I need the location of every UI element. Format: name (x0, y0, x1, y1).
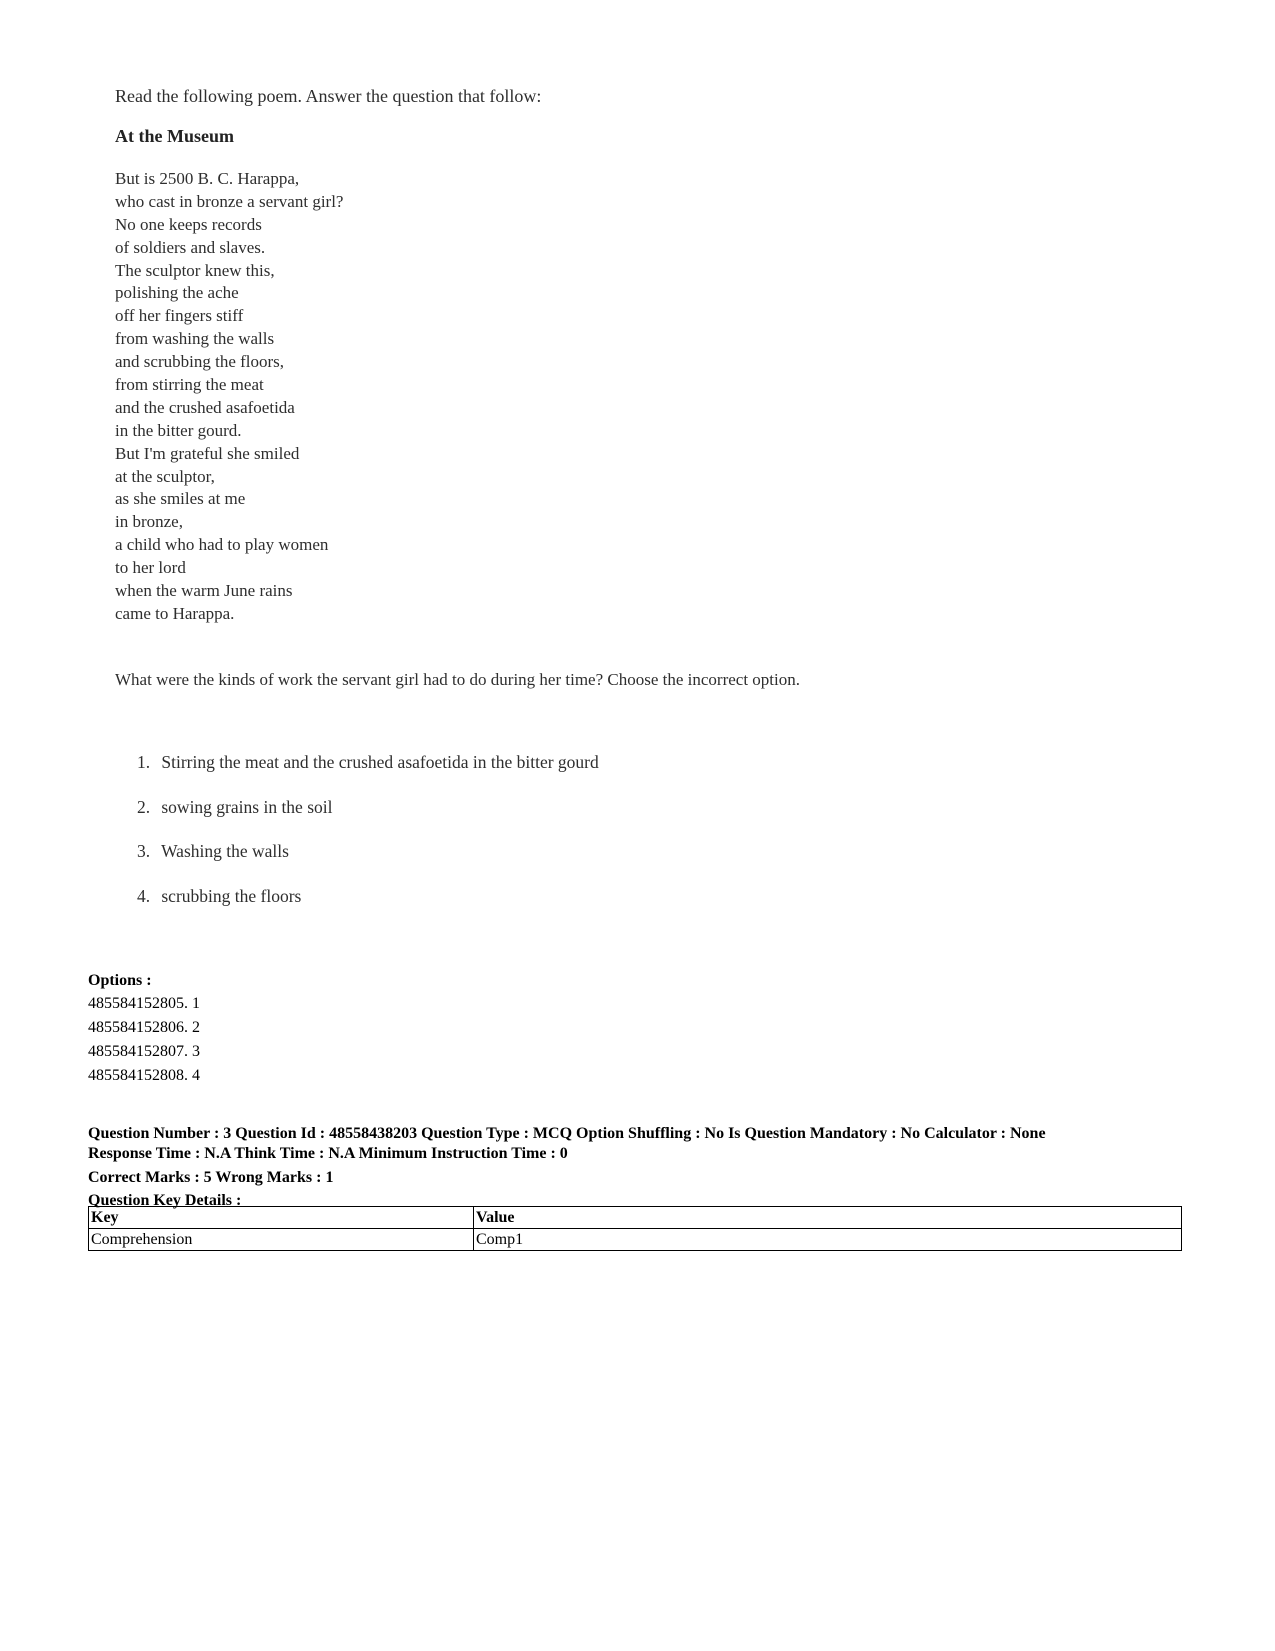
table-header-row (89, 1207, 1182, 1229)
option-item: 485584152807. 3 (88, 1043, 200, 1060)
choice-number: 1. (137, 752, 151, 772)
choice-item (137, 841, 599, 886)
table-header-cell: Key (89, 1207, 474, 1229)
choice-text: scrubbing the floors (161, 885, 302, 906)
poem-line: when the warm June rains (115, 581, 293, 601)
poem-line: off her fingers stiff (115, 306, 244, 326)
poem-line: of soldiers and slaves. (115, 237, 266, 257)
options-block (88, 970, 200, 1088)
choice-text: Stirring the meat and the crushed asafoetida in the bitter gourd (161, 752, 599, 772)
question-text: What were the kinds of work the servant girl had to do during her time? Choose the incorrect option. (115, 670, 801, 689)
poem-title: At the Museum (115, 126, 234, 146)
poem-line: to her lord (115, 558, 186, 578)
poem-line: from washing the walls (115, 329, 275, 349)
poem-line: in the bitter gourd. (115, 420, 242, 440)
instruction-text: Read the following poem. Answer the question that follow: (115, 86, 542, 106)
key-details-label: Question Key Details : (88, 1192, 242, 1209)
marks-line: Correct Marks : 5 Wrong Marks : 1 (88, 1169, 334, 1186)
key-details-table (88, 1206, 1182, 1251)
choice-text: sowing grains in the soil (161, 796, 333, 817)
poem-line: in bronze, (115, 512, 183, 532)
poem-line: But is 2500 B. C. Harappa, (115, 169, 300, 188)
poem-line: and the crushed asafoetida (115, 397, 295, 417)
choice-number: 2. (137, 796, 151, 817)
option-item: 485584152808. 4 (88, 1067, 200, 1084)
poem-line: The sculptor knew this, (115, 260, 275, 280)
poem-line: who cast in bronze a servant girl? (115, 191, 344, 211)
poem-line: a child who had to play women (115, 535, 329, 555)
question-metadata (88, 1124, 1188, 1211)
poem-body (115, 168, 343, 626)
timing-info-line: Response Time : N.A Think Time : N.A Minimum Instruction Time : 0 (88, 1145, 568, 1162)
table-header-cell: Value (474, 1207, 1182, 1229)
poem-line: and scrubbing the floors, (115, 352, 285, 372)
options-label: Options : (88, 972, 152, 989)
poem-line: as she smiles at me (115, 489, 246, 509)
table-row (89, 1229, 1182, 1251)
choice-item (137, 797, 599, 842)
choice-item (137, 886, 599, 931)
choice-number: 4. (137, 885, 151, 906)
option-item: 485584152806. 2 (88, 1019, 200, 1036)
choice-number: 3. (137, 841, 151, 861)
choice-item (137, 752, 599, 797)
poem-line: But I'm grateful she smiled (115, 443, 300, 463)
poem-line: polishing the ache (115, 283, 239, 303)
question-info-line: Question Number : 3 Question Id : 48558438203 Question Type : MCQ Option Shuffling : No Is Question Mandatory : No Calculator : None (88, 1125, 1046, 1142)
poem-line: came to Harappa. (115, 603, 235, 623)
options-list (88, 992, 200, 1088)
choice-text: Washing the walls (161, 841, 289, 861)
table-cell: Comp1 (474, 1229, 1182, 1251)
poem-line: No one keeps records (115, 214, 262, 234)
poem-line: at the sculptor, (115, 466, 215, 486)
choice-list (137, 752, 599, 930)
option-item: 485584152805. 1 (88, 995, 200, 1012)
table-cell: Comprehension (89, 1229, 474, 1251)
poem-line: from stirring the meat (115, 375, 264, 395)
